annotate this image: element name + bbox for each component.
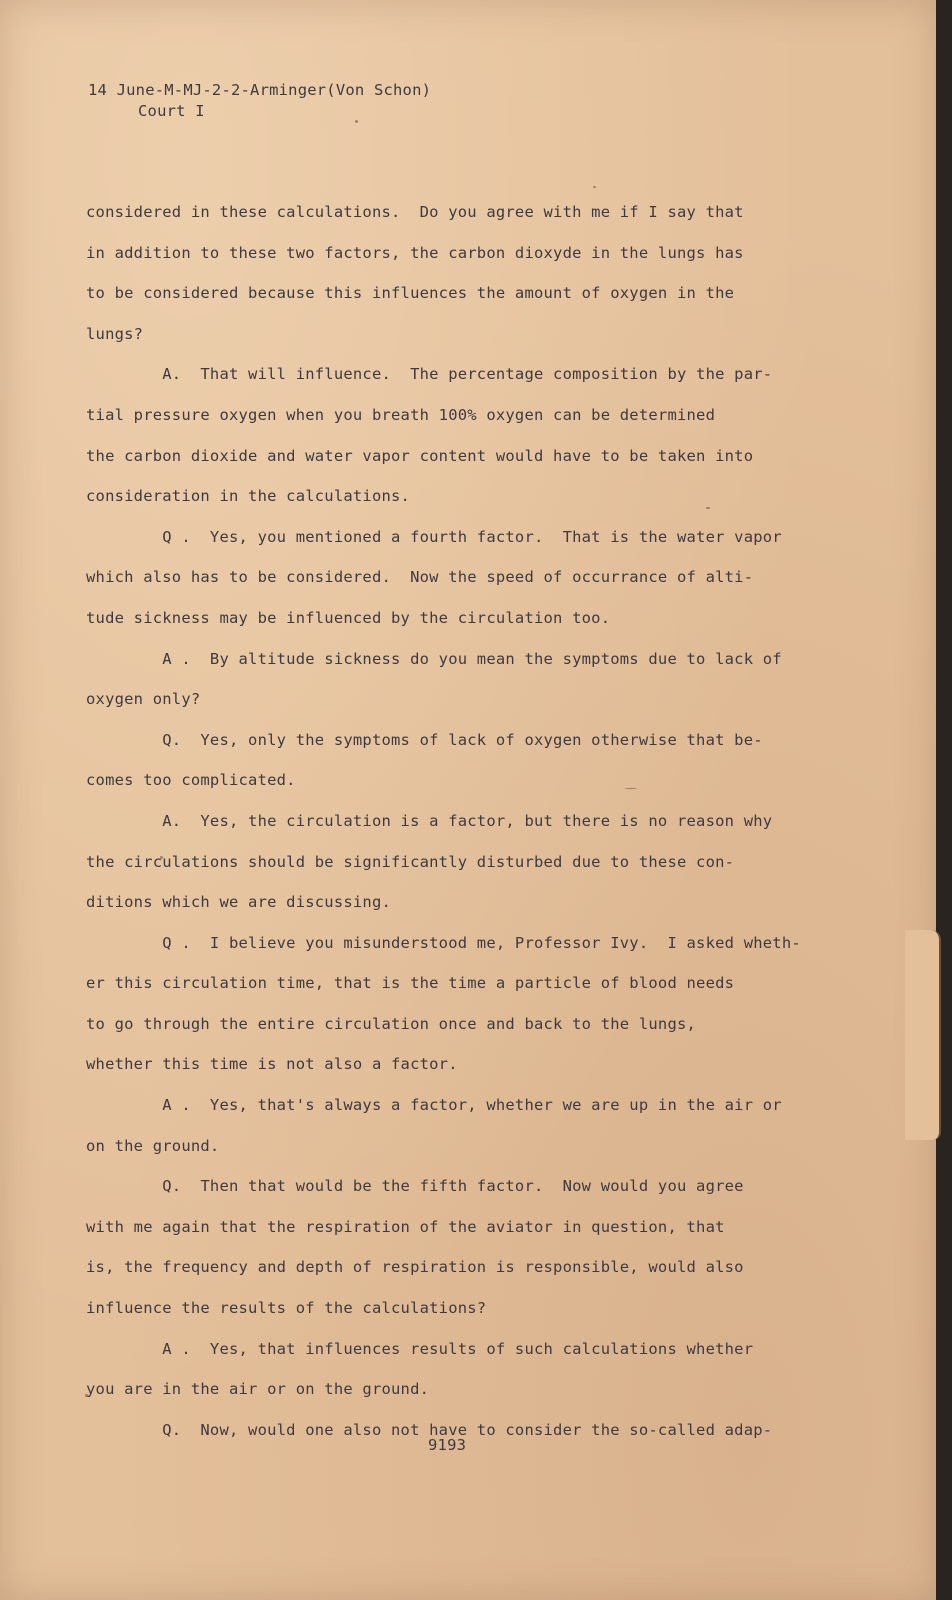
text-line: is, the frequency and depth of respiration is responsible, would also (86, 1258, 744, 1277)
text-line: tial pressure oxygen when you breath 100% oxygen can be determined (86, 405, 716, 424)
text-line: whether this time is not also a factor. (86, 1055, 458, 1074)
text-line: considered in these calculations. Do you agree with me if I say that (86, 203, 744, 221)
text-line: A . Yes, that influences results of such calculations whether (86, 1339, 754, 1358)
text-line: A . By altitude sickness do you mean the symptoms due to lack of (86, 649, 782, 668)
text-line: er this circulation time, that is the time a particle of blood needs (86, 974, 735, 993)
page-edge-shadow (936, 0, 952, 1600)
text-line: lungs? (86, 324, 144, 343)
document-header (88, 80, 431, 122)
text-line: Q. Now, would one also not have to consider the so-called adap- (86, 1420, 773, 1439)
text-line: oxygen only? (86, 690, 201, 709)
text-line: tude sickness may be influenced by the circulation too. (86, 608, 611, 627)
text-line: comes too complicated. (86, 771, 296, 790)
text-line: Q. Yes, only the symptoms of lack of oxygen otherwise that be- (86, 730, 763, 749)
text-line: to be considered because this influences the amount of oxygen in the (86, 284, 735, 303)
text-line: you are in the air or on the ground. (86, 1380, 430, 1399)
text-line: ditions which we are discussing. (86, 893, 392, 912)
text-line: the circulations should be significantly disturbed due to these con- (86, 852, 735, 871)
text-line: the carbon dioxide and water vapor content would have to be taken into (86, 446, 754, 465)
page-number: 9193 (428, 1436, 467, 1454)
text-line: A. Yes, the circulation is a factor, but there is no reason why (86, 811, 773, 830)
text-line: A . Yes, that's always a factor, whether we are up in the air or (86, 1096, 782, 1115)
text-line: Q . I believe you misunderstood me, Professor Ivy. I asked wheth- (86, 933, 801, 952)
text-line: on the ground. (86, 1136, 220, 1155)
text-line: consideration in the calculations. (86, 487, 411, 506)
text-line: A. That will influence. The percentage composition by the par- (86, 365, 773, 384)
header-court-line: Court I (138, 102, 205, 120)
text-line: in addition to these two factors, the carbon dioxyde in the lungs has (86, 243, 744, 262)
text-line: Q . Yes, you mentioned a fourth factor. That is the water vapor (86, 527, 782, 546)
text-line: influence the results of the calculations? (86, 1299, 487, 1318)
text-line: Q. Then that would be the fifth factor. Now would you agree (86, 1177, 744, 1196)
text-line: with me again that the respiration of the aviator in question, that (86, 1217, 725, 1236)
text-line: to go through the entire circulation once and back to the lungs, (86, 1014, 697, 1033)
header-reference-line: 14 June-M-MJ-2-2-Arminger(Von Schon) (88, 81, 432, 99)
text-line: which also has to be considered. Now the speed of occurrance of alti- (86, 568, 754, 587)
transcript-body (86, 200, 806, 1458)
